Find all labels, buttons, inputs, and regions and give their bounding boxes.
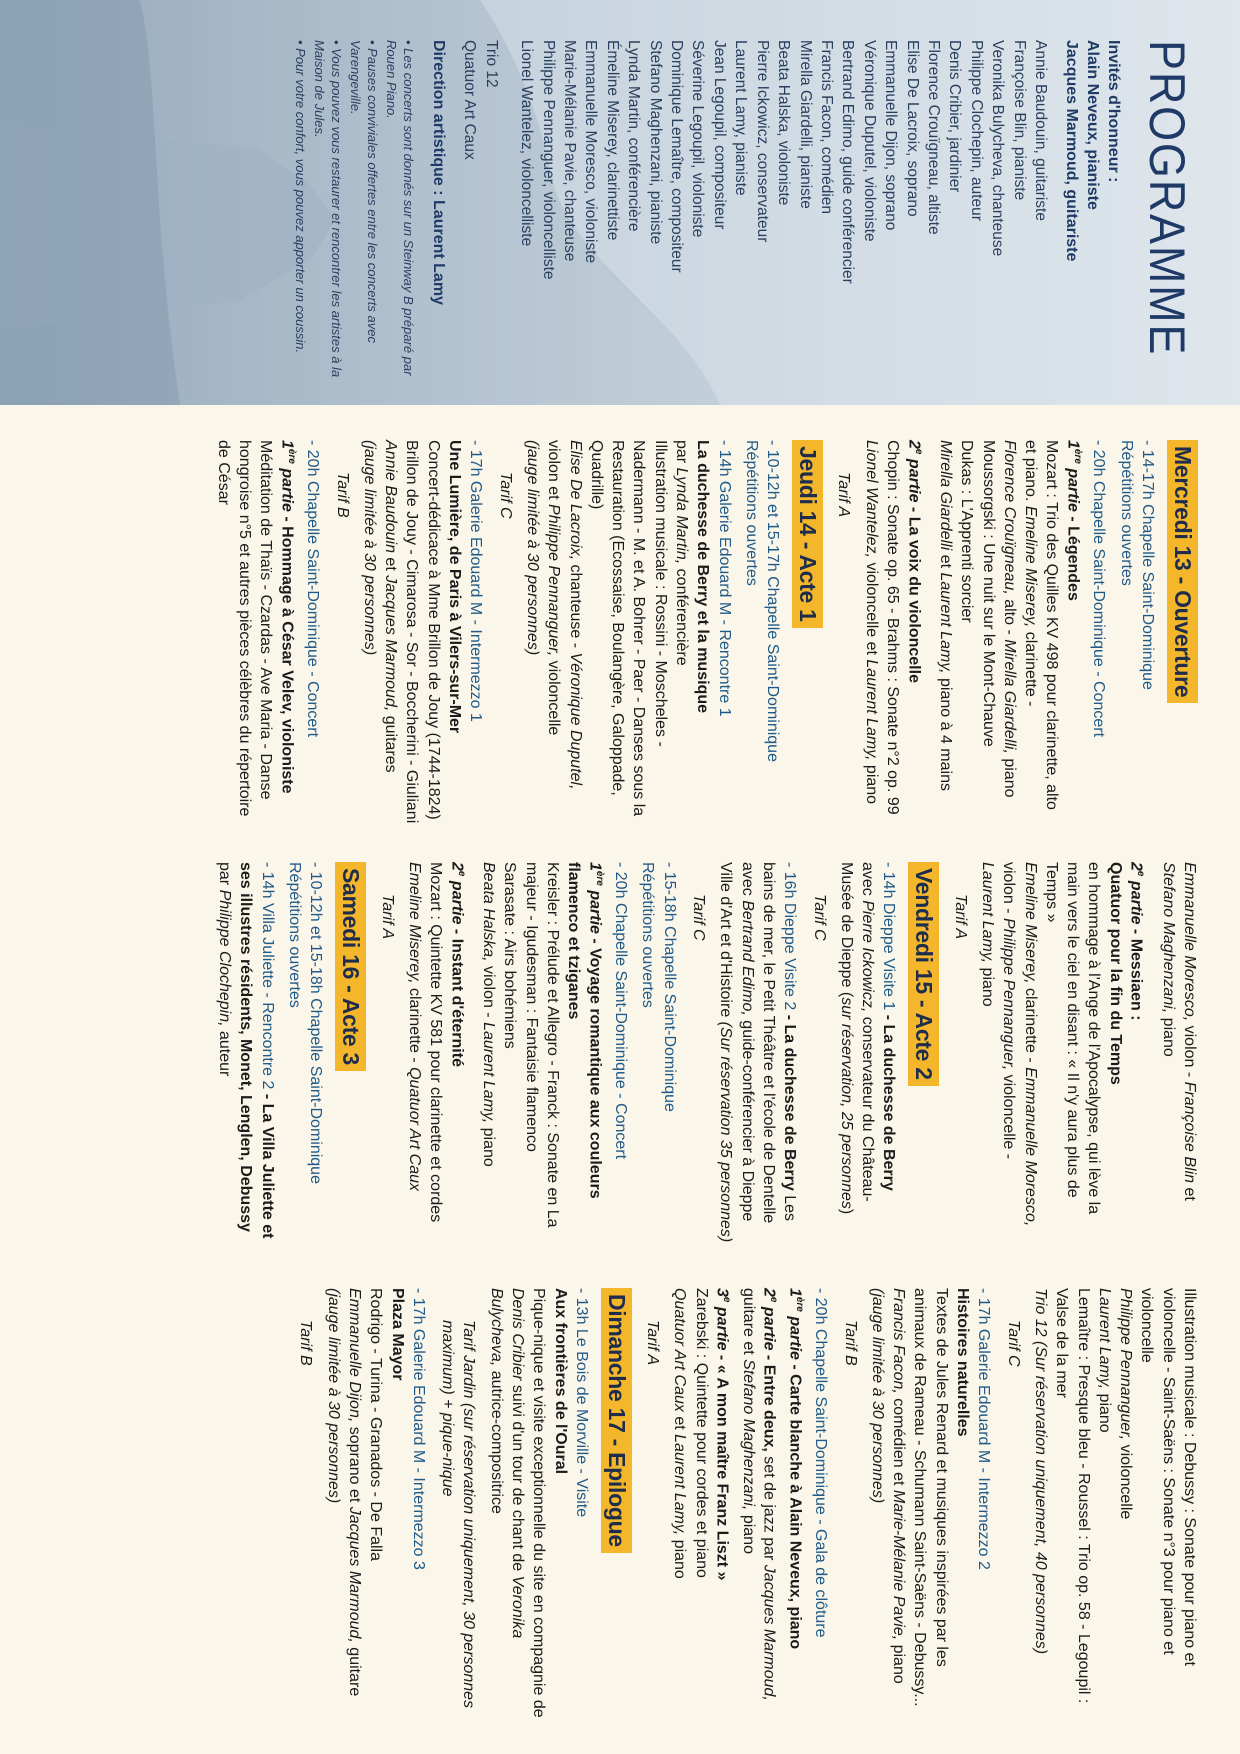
tarif: Tarif Jardin (sur réservation uniquement, 30 personnes maximum) + pique-nique [439, 1320, 478, 1709]
schedule-column-3 [287, 1288, 1200, 1718]
artist-item: Annie Baudouin, guitariste [1032, 40, 1049, 221]
artist-list [516, 40, 1051, 390]
event-time-place: - 14-17h Chapelle Saint-Dominique [1139, 440, 1156, 690]
ensemble-item: Trio 12 [482, 40, 500, 88]
performers-line: Laurent Lamy, piano [1095, 1288, 1113, 1433]
programme-line: Mozart : Trio des Quilles KV 498 pour clarinette, alto et piano. Emeline Miserey, clarinette - [1022, 440, 1061, 810]
programme-line: Pique-nique et visite exceptionnelle du site en compagnie de Denis Cribier suivi d'un tour de chant de Veronika Bulycheva, autrice-compositrice [487, 1288, 548, 1718]
part-heading: 2e partie - Messiaen : [1128, 862, 1147, 1021]
artist-item: Stefano Maghenzani, pianiste [646, 40, 664, 245]
part-heading: 2e partie - Entre deux, set de jazz par Jacques Marmoud, guitare et Stefano Maghenzani, piano [739, 1288, 780, 1701]
programme-line: Mozart : Quintette KV 581 pour clarinette et cordes [427, 862, 445, 1223]
part-heading: 1ère partie - Légendes [1064, 440, 1084, 601]
programme-panel [0, 0, 1240, 405]
tarif: Tarif A [835, 472, 853, 518]
event-time-place: - 20h Chapelle Saint-Dominique - Gala de clôture [812, 1288, 830, 1638]
day-heading-wednesday: Mercredi 13 - Ouverture [1167, 440, 1198, 703]
practical-notes [292, 40, 417, 390]
event [331, 440, 486, 825]
event-title: Plaza Mayor [388, 1288, 406, 1381]
programme-line: Rodrigo - Turina - Granados - De Falla [367, 1288, 385, 1561]
performers-line: Elise De Lacroix, chanteuse - Véronique Duputel, violon et Philippe Pennanguer, violoncelle [545, 440, 584, 790]
part-heading: 1ère partie - Hommage à César Velev, violoniste [278, 440, 297, 794]
event [637, 862, 680, 1247]
event [741, 440, 784, 825]
event-time-place: - 20h Chapelle Saint-Dominique - Concert [612, 862, 630, 1160]
artist-item: Laurent Lamy, pianiste [732, 40, 750, 196]
event-title: Répétitions ouvertes [742, 440, 760, 586]
event [376, 862, 631, 1247]
part-heading: 3e partie - « A mon maître Franz Liszt » [714, 1288, 733, 1581]
event-time-place: - 14h Galerie Edouard M - Rencontre 1 [715, 440, 733, 717]
event-title: Une Lumière, de Paris à Vilers-sur-Mer [446, 440, 464, 734]
note-item: • Pauses conviviales offertes entre les concerts avec Varengeville. [348, 40, 381, 343]
event-title: Répétitions ouvertes [1117, 440, 1135, 586]
schedule-column-2 [208, 862, 1200, 1247]
artist-item: Lynda Martin, conférencière [625, 40, 643, 232]
artistic-direction: Direction artistique : Laurent Lamy [430, 40, 448, 305]
event-title: Répétitions ouvertes [285, 862, 303, 1008]
event [284, 862, 327, 1247]
tarif: Tarif C [810, 894, 828, 941]
performers-line: Annie Baudouin et Jacques Marmoud, guitares [382, 440, 400, 773]
day-heading-saturday: Samedi 16 - Acte 3 [335, 862, 366, 1071]
capacity-note: (jauge limitée à 30 personnes) [360, 440, 378, 656]
day-heading-friday: Vendredi 15 - Acte 2 [908, 862, 939, 1086]
tarif: Tarif B [333, 472, 351, 518]
artist-item: Dominique Lemaître, compositeur [668, 40, 686, 273]
capacity-note: (jauge limitée à 30 personnes) [523, 440, 541, 656]
tarif: Tarif C [690, 894, 708, 941]
day-heading-sunday: Dimanche 17 - Epilogue [601, 1288, 632, 1553]
event-time-place: - 20h Chapelle Saint-Dominique - Concert [1090, 440, 1108, 738]
event-heading: - 14h Villa Juliette - Rencontre 2 - La Villa Juliette et ses illustres résidents, Monet, Lenglen, Debussy par Philippe Clochepin, auteur [216, 862, 276, 1239]
schedule-column-1 [206, 440, 1200, 825]
part-heading: 2e partie - Instant d'éternité [448, 862, 467, 1067]
part-heading: 1ère partie - Voyage romantique aux couleurs flamenco et tziganes [565, 862, 605, 1199]
event-title: Histoires naturelles [954, 1288, 972, 1437]
event-time-place: - 13h Le Bois de Morville - Visite [572, 1288, 590, 1518]
guest-2: Jacques Marmoud, guitariste [1063, 40, 1080, 262]
day-heading-thursday: Jeudi 14 - Acte 1 [792, 440, 823, 628]
event [688, 862, 800, 1247]
artist-item: Beata Halska, violoniste [775, 40, 793, 206]
programme-line: Illustration musicale : Rossini - Moscheles - Nadermann - M. et A. Bohrer - Paer - Danses sous la Restauration (Ecossaise, Boulangère, Galoppade, Quadrille) [587, 440, 669, 817]
artist-item: Bertrand Edimo, guide conférencier [839, 40, 857, 284]
artist-item: Émeline Miserey, clarinettiste [603, 40, 621, 241]
event [437, 1288, 592, 1718]
performers-line: Beata Halska, violon - Laurent Lamy, piano [480, 862, 498, 1167]
artist-item: Mirella Giardelli, pianiste [796, 40, 814, 209]
event-time-place: - 10-12h et 15-17h Chapelle Saint-Dominique [764, 440, 782, 762]
part-heading: 1ère partie - Carte blanche à Alain Neveux, piano [786, 1288, 805, 1650]
event-time-place: - 17h Galerie Edouard M - Intermezzo 3 [409, 1288, 427, 1570]
note-item: • Les concerts sont donnés sur un Steinway B préparé par Rouen Piano. [384, 40, 417, 376]
tarif: Tarif B [297, 1320, 315, 1366]
programme-line: Illustration musicale : Debussy : Sonate pour piano et violoncelle - Saint-Saëns : Sonate n°3 pour piano et violoncelle [1138, 1288, 1198, 1666]
programme-line: Zarebski : Quintette pour cordes et piano [692, 1288, 710, 1578]
event [214, 862, 278, 1247]
artist-item: Jean Legoupil, compositeur [710, 40, 728, 230]
speaker-line: par Lynda Martin, conférencière [673, 440, 690, 666]
ensemble-item: Quatuor Art Caux [461, 40, 479, 160]
tarif: Tarif A [644, 1320, 662, 1366]
tarif: Tarif A [951, 894, 969, 940]
programme-line: en hommage à l'Ange de l'Apocalypse, qui lève la main vers le ciel en disant : « Il n'y aura plus de Temps » [1042, 862, 1103, 1215]
performers-line: Laurent Lamy, piano [979, 862, 996, 1007]
performers-line: Emeline Miserey, clarinette - Emmanuelle Moresco, violon - Philippe Pennanguer, violoncelle - [1000, 862, 1039, 1227]
programme-line: Sarasate : Airs bohémiens [501, 862, 519, 1049]
event-time-place: - 15-18h Chapelle Saint-Dominique [660, 862, 678, 1112]
event-time-place: - 17h Galerie Edouard M - Intermezzo 1 [467, 440, 485, 722]
tarif: Tarif A [378, 894, 396, 940]
event-title: Répétitions ouvertes [639, 862, 657, 1008]
event [839, 1288, 994, 1718]
event-title: La duchesse de Berry et la musique [694, 440, 712, 713]
capacity-note: (jauge limitée à 30 personnes) [324, 1288, 342, 1504]
artist-item: Emmanuelle Dijon, soprano [882, 40, 900, 231]
artist-item: Elise De Lacroix, soprano [903, 40, 921, 217]
programme-title: PROGRAMME [1139, 40, 1195, 357]
artist-item: Florence Crouïgneau, altiste [924, 40, 942, 235]
artist-item: Françoise Blin, pianiste [1010, 40, 1028, 201]
note-item: • Pour votre confort, vous pouvez apporter un coussin. [293, 40, 309, 354]
artist-item: Philippe Pennanguer, violoncelliste [539, 40, 557, 280]
guest-1: Alain Neveux, pianiste [1084, 40, 1101, 210]
work-title: Quatuor pour la fin du Temps [1106, 862, 1124, 1085]
programme-line: Chopin : Sonate op. 65 - Brahms : Sonate n°2 op. 99 [884, 440, 902, 815]
part-heading: 2e partie - La voix du violoncelle [905, 440, 924, 683]
event-time-place: - 10-12h et 15-18h Chapelle Saint-Dominique [307, 862, 325, 1184]
performers-line: Quatuor Art Caux et Laurent Lamy, piano [671, 1288, 689, 1579]
event [808, 862, 899, 1247]
artist-item: Denis Cribier, jardinier [946, 40, 964, 193]
event-time-place: - 17h Galerie Edouard M - Intermezzo 2 [975, 1288, 993, 1570]
note-item: • Vous pouvez vous restaurer et rencontrer les artistes à la Maison de Jules. [312, 40, 345, 378]
programme-line: Moussorgski : Une nuit sur le Mont-Chauve [979, 440, 997, 747]
programme-line: Brillon de Jouy - Cimarosa - Sor - Boccherini - Giuliani [403, 440, 421, 824]
programme-line: Méditation de Thaïs - Czardas - Ave Maria - Danse hongroise n°5 et autres pièces célèbres du répertoire de César [214, 440, 275, 817]
programme-line: avec Pierre Ickowicz, conservateur du Château-Musée de Dieppe (sur réservation, 25 personnes) [837, 862, 877, 1215]
event-heading: - 14h Dieppe Visite 1 - La duchesse de Berry [880, 862, 898, 1191]
programme-line: Kreisler : Prélude et Allegro - Franck : Sonate en La majeur - Igudesman : Fantaisie flamenco [522, 862, 561, 1228]
event [833, 440, 1109, 825]
artist-item: Véronique Duputel, violoniste [860, 40, 878, 242]
performers-line: Emmanuelle Moresco, violon - Françoise Blin et Stefano Maghenzani, piano [1159, 862, 1198, 1201]
event-title: Aux frontières de l'Oural [551, 1288, 569, 1475]
performers-line: Emmanuelle Dijon, soprano et Jacques Marmoud, guitare [345, 1288, 363, 1697]
ensemble-list [459, 40, 502, 390]
event-time-place: - 20h Chapelle Saint-Dominique - Concert [304, 440, 322, 738]
performers-line: Francis Facon, comédien et Marie-Mélanie Pavie, piano (jauge limitée à 30 personnes) [868, 1288, 908, 1684]
tarif: Tarif B [841, 1320, 859, 1366]
programme-line: Dukas : L'Apprenti sorcier [958, 440, 976, 623]
event [212, 440, 323, 825]
performers-line: Trio 12 (Sur réservation uniquement, 40 personnes) [1031, 1288, 1049, 1655]
artist-item: Séverine Legoupil, violoniste [689, 40, 707, 238]
artist-item: Lionel Wantelez, violoncelliste [518, 40, 536, 247]
event [295, 1288, 429, 1718]
event [642, 1288, 831, 1718]
artist-item: Marie-Mélanie Pavie, chanteuse [561, 40, 579, 262]
tarif: Tarif C [496, 472, 514, 519]
performers-line: Florence Crouïgneau, alto - Mirella Giardelli, piano [1000, 440, 1018, 798]
artist-item: Veronika Bulycheva, chanteuse [989, 40, 1007, 257]
tarif: Tarif C [1004, 1320, 1022, 1367]
performers-line: Lionel Wantelez, violoncelle et Laurent Lamy, piano [862, 440, 880, 805]
programme-line: Lemaître : Presque bleu - Roussel : Trio op. 58 - Legoupil : Valse de la mer [1053, 1288, 1092, 1704]
artist-item: Francis Facon, comédien [817, 40, 835, 215]
performers-line: Philippe Pennanguer, violoncelle [1117, 1288, 1135, 1520]
artist-item: Emmanuelle Moresco, violoniste [582, 40, 600, 264]
event [1115, 440, 1158, 825]
guests-heading: Invités d'honneur : [1105, 40, 1122, 183]
artist-item: Philippe Clochepin, auteur [967, 40, 985, 221]
performers-line: Emeline Miserey, clarinette - Quatuor Art Caux [405, 862, 423, 1192]
event [494, 440, 734, 825]
event-heading: - 16h Dieppe Visite 2 - La duchesse de Berry Les bains de mer, le Petit Théâtre et l'école de Dentelle avec Bertrand Edimo, guide-conférencier à Dieppe Ville d'Art et d'Histoire (Sur réservation 35 personnes) [717, 862, 799, 1243]
artist-item: Pierre Ickowicz, conservateur [753, 40, 771, 243]
performers-line: Mirella Giardelli et Laurent Lamy, piano à 4 mains [937, 440, 954, 791]
programme-line: Textes de Jules Renard et musiques inspirées par les animaux de Rameau - Schumann Saint-Saëns - Debussy... [911, 1288, 950, 1707]
programme-line: Concert-dédicace à Mme Brillon de Jouy (1744-1824) [424, 440, 442, 820]
